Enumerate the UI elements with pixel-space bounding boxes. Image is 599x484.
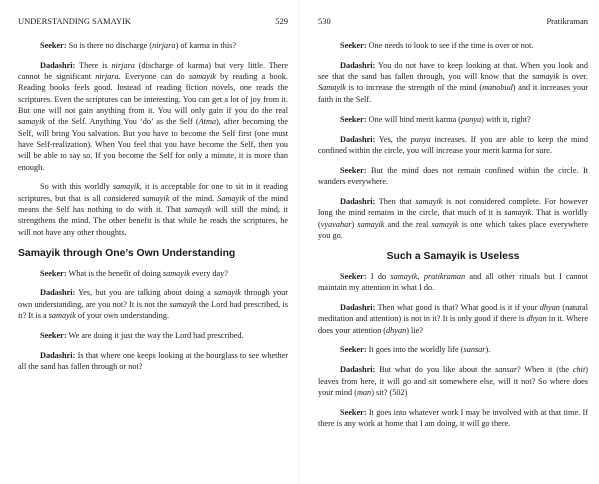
italic-term: nirjara bbox=[95, 72, 119, 82]
paragraph bbox=[318, 364, 588, 398]
right-page-header bbox=[318, 15, 588, 27]
italic-term: samayik bbox=[162, 268, 190, 278]
text-run: is one which takes place everywhere you go. bbox=[318, 219, 589, 240]
speaker-label: Seeker: bbox=[340, 271, 367, 281]
page-number: 530 bbox=[318, 16, 331, 26]
italic-term: samayik bbox=[357, 219, 385, 229]
right-page-body bbox=[318, 40, 588, 438]
text-run: , bbox=[417, 271, 424, 281]
italic-term: sansar bbox=[495, 365, 518, 375]
speaker-label: Seeker: bbox=[40, 41, 67, 50]
running-head: UNDERSTANDING SAMAYIK bbox=[18, 16, 132, 26]
text-run: . That is worldly ( bbox=[318, 208, 589, 229]
paragraph bbox=[18, 350, 288, 373]
speaker-label: Seeker: bbox=[340, 345, 367, 355]
text-run: is over. bbox=[559, 72, 588, 82]
text-run: Then that bbox=[375, 196, 416, 206]
paragraph bbox=[18, 268, 288, 279]
text-run: (natural meditation and attention) is not in it? It is only good if there is bbox=[318, 302, 588, 324]
speaker-label: Dadashri: bbox=[340, 365, 376, 375]
text-run: But the mind does not remain confined within the circle. It wanders everywhere. bbox=[318, 165, 588, 187]
text-run: ) leaves from here, it will go and sit somewhere else, will it not? So where does your mind ( bbox=[318, 365, 588, 397]
text-run: ) with it, right? bbox=[481, 114, 531, 124]
text-run: increases. If you are able to keep the mind confined within the circle, you will increase your merit karma for sure. bbox=[318, 134, 588, 155]
text-run: ? When it (the bbox=[517, 365, 573, 375]
italic-term: sansar bbox=[463, 345, 486, 355]
section-heading: Such a Samayik is Useless bbox=[386, 250, 520, 262]
italic-term: samayik bbox=[213, 288, 241, 298]
italic-term: dhyan bbox=[539, 302, 560, 312]
text-run: ), after becoming the Self, will bring You salvation. But you have to become the Self first (one must have Self-realization). When You feel that you have become the Self, then you will be able to say so. If you become the Self for only a minute, it is more than enough. bbox=[18, 117, 288, 172]
text-run: Is that where one keeps looking at the hourglass to see whether all the sand has fallen through or not? bbox=[18, 350, 288, 372]
italic-term: pratikraman bbox=[423, 271, 466, 281]
text-run: by reading a book. Reading books feels good. Instead of reading fiction novels, one reads the scriptures. Even the scriptures can be interesting. You can get a lot of joy from it. But one will not gain anything from it. You will only gain if you do the real bbox=[18, 72, 288, 116]
text-run: is not considered complete. For however long the mind remains in the circle, that much of it is bbox=[318, 196, 588, 218]
italic-term: samayik bbox=[431, 219, 459, 229]
left-page-header bbox=[18, 15, 288, 27]
text-run: ). bbox=[485, 345, 491, 355]
italic-term: samayik bbox=[142, 193, 170, 203]
text-run: It goes into whatever work I may be involved with at that time. If there is any work at home that I am doing, it will go there. bbox=[318, 407, 588, 429]
speaker-label: Seeker: bbox=[340, 165, 367, 175]
text-run: So is there no discharge ( bbox=[66, 41, 153, 50]
speaker-label: Dadashri: bbox=[340, 196, 376, 206]
speaker-label: Dadashri: bbox=[40, 60, 76, 70]
paragraph bbox=[318, 407, 588, 430]
speaker-label: Dadashri: bbox=[340, 60, 376, 70]
text-run: ) and it increases your faith in the Self. bbox=[318, 83, 588, 104]
text-run: every day? bbox=[189, 268, 228, 278]
speaker-label: Seeker: bbox=[40, 268, 67, 278]
italic-term: manobud bbox=[482, 83, 513, 93]
text-run: There is bbox=[75, 60, 112, 70]
paragraph bbox=[318, 302, 588, 336]
paragraph bbox=[318, 60, 588, 105]
speaker-label: Seeker: bbox=[340, 407, 367, 417]
italic-term: Atma bbox=[198, 117, 217, 127]
paragraph bbox=[18, 60, 288, 173]
paragraph bbox=[18, 40, 288, 51]
italic-term: vyavahar bbox=[320, 219, 352, 229]
paragraph bbox=[318, 114, 588, 125]
left-page bbox=[18, 0, 288, 484]
text-run: One needs to look to see if the time is over or not. bbox=[366, 41, 534, 50]
text-run: What is the benefit of doing bbox=[66, 268, 163, 278]
italic-term: Samayik bbox=[217, 193, 246, 203]
text-run: is to increase the strength of the mind ( bbox=[345, 83, 483, 93]
speaker-label: Dadashri: bbox=[40, 350, 76, 360]
text-run: But what do you like about the bbox=[375, 365, 496, 375]
italic-term: samayik bbox=[390, 271, 418, 281]
italic-term: samayik bbox=[415, 196, 443, 206]
italic-term: chit bbox=[572, 365, 586, 375]
text-run: You do not have to keep looking at that. When you look and see that the sand has fallen through, you will know that the bbox=[318, 60, 588, 82]
text-run: and all other rituals but I cannot maintain my attention in what I do. bbox=[318, 271, 589, 293]
text-run: Then what good is that? What good is it if your bbox=[375, 302, 540, 312]
italic-term: punya bbox=[410, 134, 431, 144]
text-run: Yes, but you are talking about doing a bbox=[75, 288, 214, 298]
italic-term: man bbox=[356, 387, 372, 397]
paragraph bbox=[318, 40, 588, 51]
page-gutter bbox=[299, 0, 300, 484]
italic-term: dhyan bbox=[526, 314, 547, 324]
text-run: the Lord had prescribed, is it? It is a bbox=[18, 299, 289, 321]
speaker-label: Seeker: bbox=[40, 330, 67, 340]
text-run: of the mind means the Self has nothing to do with it. That bbox=[18, 193, 288, 215]
text-run: It goes into the worldly life ( bbox=[366, 345, 464, 355]
text-run: I do bbox=[366, 271, 391, 281]
speaker-label: Dadashri: bbox=[340, 302, 376, 312]
text-run: of the Self. Anything You ‘do’ as the Self ( bbox=[45, 117, 199, 127]
text-run: will still the mind, it strengthens the mind. The other benefit is that while he reads the scriptures, he will not have any other thoughts. bbox=[18, 205, 288, 237]
paragraph bbox=[18, 181, 288, 237]
text-run: Yes, the bbox=[375, 134, 411, 144]
italic-term: nirjara bbox=[111, 60, 135, 70]
italic-term: samayik bbox=[169, 299, 197, 309]
italic-term: samayik bbox=[184, 205, 212, 215]
paragraph bbox=[18, 287, 288, 321]
paragraph bbox=[318, 271, 588, 294]
text-run: through your own understanding, are you not? It is not the bbox=[18, 288, 288, 309]
text-run: in it. Where does your attention ( bbox=[318, 314, 588, 335]
paragraph bbox=[318, 134, 588, 157]
text-run: of the mind. bbox=[169, 193, 218, 203]
text-run: ) of karma in this? bbox=[175, 41, 236, 50]
text-run: , it is acceptable for one to sit in it reading scriptures, but that is all considered bbox=[18, 182, 289, 203]
text-run: (discharge of karma) but very little. There cannot be significant bbox=[18, 60, 288, 82]
italic-term: samayik bbox=[48, 311, 76, 321]
text-run: ) bbox=[351, 219, 358, 229]
text-run: So with this worldly bbox=[40, 182, 113, 192]
section-heading: Samayik through One’s Own Understanding bbox=[18, 247, 236, 259]
speaker-label: Seeker: bbox=[340, 114, 367, 124]
left-page-body bbox=[18, 40, 288, 381]
speaker-label: Seeker: bbox=[340, 41, 367, 50]
text-run: . Everyone can do bbox=[118, 72, 189, 82]
text-run: ) sit? (502) bbox=[371, 387, 408, 397]
text-run: We are doing it just the way the Lord had prescribed. bbox=[66, 330, 244, 340]
speaker-label: Dadashri: bbox=[40, 288, 76, 298]
paragraph bbox=[318, 196, 588, 241]
speaker-label: Dadashri: bbox=[340, 134, 376, 144]
italic-term: samayik bbox=[112, 182, 140, 192]
italic-term: punya bbox=[460, 114, 482, 124]
italic-term: dhyan bbox=[386, 325, 407, 335]
running-head: Pratikraman bbox=[546, 16, 588, 26]
text-run: ) lie? bbox=[406, 325, 423, 335]
italic-term: samayik bbox=[18, 117, 46, 127]
page-number: 529 bbox=[275, 16, 288, 26]
paragraph bbox=[318, 344, 588, 355]
italic-term: samayik bbox=[188, 72, 216, 82]
paragraph bbox=[318, 165, 588, 188]
right-page bbox=[318, 0, 588, 484]
italic-term: nirjara bbox=[152, 41, 176, 50]
italic-term: Samayik bbox=[318, 83, 346, 93]
paragraph bbox=[18, 330, 288, 341]
text-run: and the real bbox=[384, 219, 432, 229]
italic-term: samayik bbox=[532, 72, 560, 82]
text-run: One will bind merit karma ( bbox=[366, 114, 461, 124]
italic-term: samayik bbox=[504, 208, 532, 218]
text-run: of your own understanding. bbox=[75, 311, 170, 321]
